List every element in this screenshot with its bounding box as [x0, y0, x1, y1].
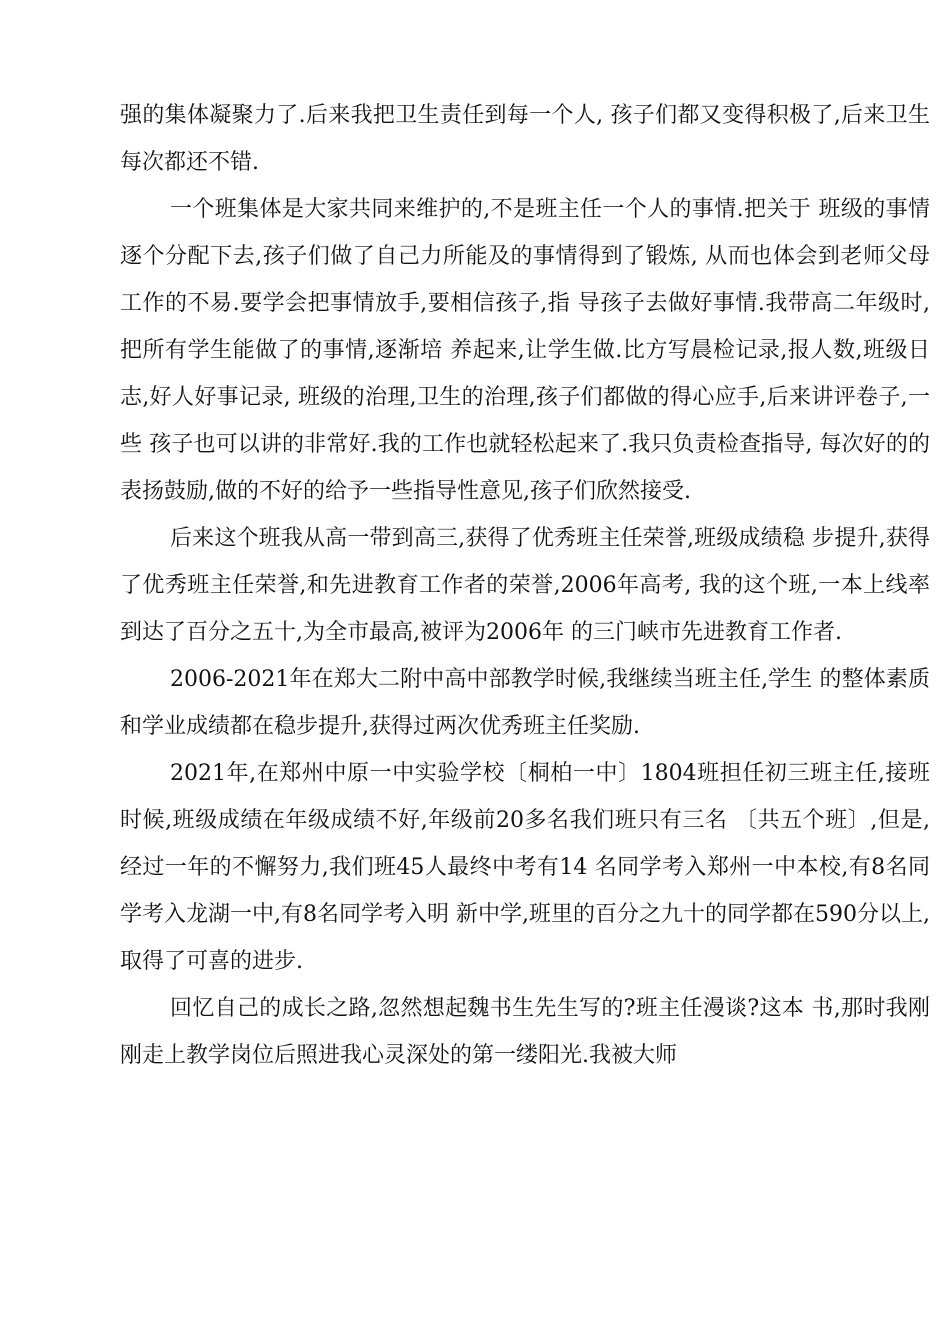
document-page	[120, 92, 930, 1079]
paragraph-zhengda-school: 2006-2021年在郑大二附中高中部教学时候,我继续当班主任,学生 的整体素质和学业成绩都在稳步提升,获得过两次优秀班主任奖励.	[120, 667, 930, 739]
paragraph-reflection: 回忆自己的成长之路,忽然想起魏书生先生写的?班主任漫谈?这本 书,那时我刚刚走上教学岗位后照进我心灵深处的第一缕阳光.我被大师	[120, 996, 930, 1068]
paragraph-class-collective: 一个班集体是大家共同来维护的,不是班主任一个人的事情.把关于 班级的事情逐个分配下去,孩子们做了自己力所能及的事情得到了锻炼, 从而也体会到老师父母工作的不易.要学会把事情放手,要相信孩子,指 导孩子去做好事情.我带高二年级时,把所有学生能做了的事情,逐渐培 养起来,让学生做.比方写晨检记录,报人数,班级日志,好人好事记录, 班级的治理,卫生的治理,孩子们都做的得心应手,后来讲评卷子,一些 孩子也可以讲的非常好.我的工作也就轻松起来了.我只负责检查指导, 每次好的的表扬鼓励,做的不好的给予一些指导性意见,孩子们欣然接受.	[120, 197, 930, 504]
paragraph-zhongyuan-school: 2021年,在郑州中原一中实验学校〔桐柏一中〕1804班担任初三班主任,接班时候,班级成绩在年级成绩不好,年级前20多名我们班只有三名 〔共五个班〕,但是,经过一年的不懈努力,我们班45人最终中考有14 名同学考入郑州一中本校,有8名同学考入龙湖一中,有8名同学考入明 新中学,班里的百分之九十的同学都在590分以上,取得了可喜的进步.	[120, 761, 930, 974]
paragraph-continued: 强的集体凝聚力了.后来我把卫生责任到每一个人, 孩子们都又变得积极了,后来卫生每次都还不错.	[120, 103, 930, 175]
paragraph-senior-class-honors: 后来这个班我从高一带到高三,获得了优秀班主任荣誉,班级成绩稳 步提升,获得了优秀班主任荣誉,和先进教育工作者的荣誉,2006年高考, 我的这个班,一本上线率到达了百分之五十,为全市最高,被评为2006年 的三门峡市先进教育工作者.	[120, 526, 930, 645]
